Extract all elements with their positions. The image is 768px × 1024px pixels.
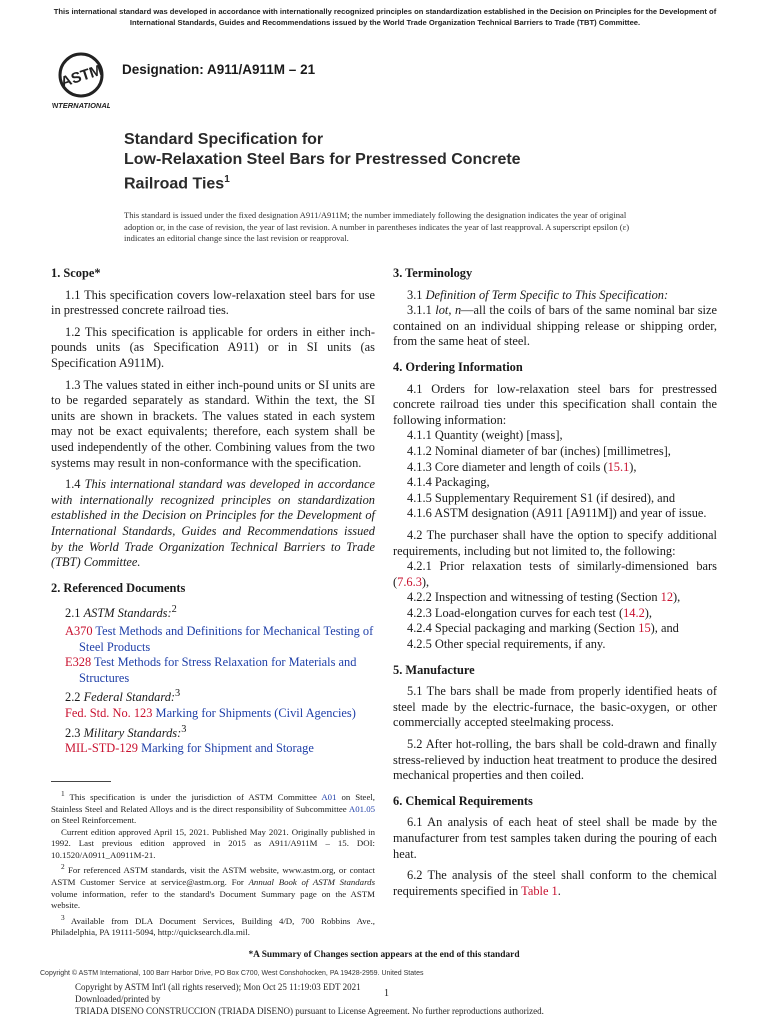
tbt-notice: This international standard was developed in accordance with internationally recognized principles on standardization established in the Decision on Principles for the Development of International Standards, Guides and Recommendations issued by the World Trade Organization Technical Barriers to Trade (TBT) Committee. xyxy=(53,7,717,27)
link-section-15[interactable]: 15 xyxy=(638,621,651,636)
para-3-1: 3.1 Definition of Term Specific to This Specification: xyxy=(407,287,669,302)
para-2-1: 2.1 ASTM Standards:$^2$ xyxy=(65,604,177,621)
ref-mil-std-129[interactable]: MIL-STD-129 Marking for Shipment and Storage xyxy=(65,741,314,756)
ref-fed-std-123[interactable]: Fed. Std. No. 123 Marking for Shipments (Civil Agencies) xyxy=(65,706,356,721)
para-4-2-5: 4.2.5 Other special requirements, if any. xyxy=(407,637,606,652)
designation: Designation: A911/A911M – 21 xyxy=(122,62,316,77)
ref-a370[interactable]: A370 Test Methods and Definitions for Mechanical Testing of Steel Products xyxy=(65,624,374,654)
ordering-heading: 4. Ordering Information xyxy=(393,359,523,374)
title-footnote-mark: 1 xyxy=(224,174,230,185)
link-14-2[interactable]: 14.2 xyxy=(623,605,645,620)
title-line-3: Railroad Ties xyxy=(124,175,225,193)
para-4-1-6: 4.1.6 ASTM designation (A911 [A911M]) and year of issue. xyxy=(407,506,707,521)
standard-abstract: This standard is issued under the fixed designation A911/A911M; the number immediately following the designation indicates the year of original adoption or, in the case of revision, the year of last revision. A number in parentheses indicates the year of last reapproval. A superscript epsilon (ε) indicates an editorial change since the last revision or reapproval. xyxy=(124,210,630,244)
para-4-1-1: 4.1.1 Quantity (weight) [mass], xyxy=(407,428,563,443)
footnotes xyxy=(51,788,375,939)
svg-text:INTERNATIONAL: INTERNATIONAL xyxy=(52,101,110,110)
para-1-2: 1.2 This specification is applicable for orders in either inch-pounds units (as Specification A911) or in SI units (as Specification A911M). xyxy=(51,324,375,370)
title-line-2: Low-Relaxation Steel Bars for Prestressed Concrete xyxy=(124,151,521,168)
download-line-2: Downloaded/printed by xyxy=(75,994,161,1005)
para-4-1: 4.1 Orders for low-relaxation steel bars for prestressed concrete railroad ties under this specification shall contain the following information: xyxy=(393,381,717,427)
para-4-2-4: 4.2.4 Special packaging and marking (Section 15), and xyxy=(407,621,679,636)
link-7-6-3[interactable]: 7.6.3 xyxy=(397,574,422,589)
para-4-1-3: 4.1.3 Core diameter and length of coils (15.1), xyxy=(407,459,637,474)
para-6-2: 6.2 The analysis of the steel shall conform to the chemical requirements specified in Table 1. xyxy=(393,868,717,898)
para-4-1-4: 4.1.4 Packaging, xyxy=(407,475,490,490)
para-1-1: 1.1 This specification covers low-relaxation steel bars for use in prestressed concrete railroad ties. xyxy=(51,287,375,318)
para-4-2-1: 4.2.1 Prior relaxation tests of similarly-dimensioned bars (7.6.3), xyxy=(393,559,717,589)
ref-e328[interactable]: E328 Test Methods for Stress Relaxation for Materials and Structures xyxy=(65,655,357,685)
title-line-1: Standard Specification for xyxy=(124,131,324,148)
download-line-1: Copyright by ASTM Int'l (all rights reserved); Mon Oct 25 11:19:03 EDT 2021 xyxy=(75,982,361,992)
chemical-heading: 6. Chemical Requirements xyxy=(393,793,533,808)
para-4-2-2: 4.2.2 Inspection and witnessing of testing (Section 12), xyxy=(407,590,681,605)
para-4-1-5: 4.1.5 Supplementary Requirement S1 (if desired), and xyxy=(407,490,676,505)
svg-text:ASTM: ASTM xyxy=(58,61,105,92)
footnote-rule xyxy=(51,781,111,782)
link-15-1[interactable]: 15.1 xyxy=(607,459,630,474)
para-2-3: 2.3 Military Standards:$^3$ xyxy=(65,723,187,740)
footnote-current-edition: Current edition approved April 15, 2021. Published May 2021. Originally published in 1992. Last previous edition approved in 2015 as A911/A911M – 15. DOI: 10.1520/A0911_A0911M-21. xyxy=(51,826,375,860)
scope-heading: 1. Scope* xyxy=(51,266,101,280)
para-1-4: 1.4 This international standard was developed in accordance with internationally recognized principles on standardization established in the Decision on Principles for the Development of International Standards, Guides and Recommendations issued by the World Trade Organization Technical Barriers to Trade (TBT) Committee. xyxy=(51,477,375,570)
footnote-2: $^2$ For referenced ASTM standards, visit the ASTM website, www.astm.org, or contact ASTM Customer Service at service@astm.org. For Annual Book of ASTM Standards volume information, refer to the standard's Document Summary page on the ASTM website. xyxy=(51,862,375,911)
para-6-1: 6.1 An analysis of each heat of steel shall be made by the manufacturer from test samples taken during the pouring of each heat. xyxy=(393,815,717,861)
footnote-3: $^3$ Available from DLA Document Services, Building 4/D, 700 Robbins Ave., Philadelphia, PA 19111-5094, http://quicksearch.dla.mil. xyxy=(51,912,375,938)
para-4-1-2: 4.1.2 Nominal diameter of bar (inches) [millimetres], xyxy=(407,443,671,458)
link-a0105[interactable]: A01.05 xyxy=(348,803,376,814)
para-3-1-1: 3.1.1 lot, n—all the coils of bars of the same nominal bar size contained on an individual shipping release or shipping order, from the same heat of steel. xyxy=(393,303,717,349)
para-4-2-3: 4.2.3 Load-elongation curves for each test (14.2), xyxy=(407,605,652,620)
summary-note: *A Summary of Changes section appears at the end of this standard xyxy=(248,950,520,960)
terminology-heading: 3. Terminology xyxy=(393,266,473,280)
manufacture-heading: 5. Manufacture xyxy=(393,662,475,677)
download-info xyxy=(75,981,544,1018)
para-1-3: 1.3 The values stated in either inch-pound units or SI units are to be regarded separately as standard. Within the text, the SI units are shown in brackets. The values stated in each system may not be exact equivalents; therefore, each system shall be used independently of the other. Combining values from the two systems may result in non-conformance with the specification. xyxy=(51,377,375,470)
para-2-2: 2.2 Federal Standard:$^3$ xyxy=(65,688,181,705)
page-number: 1 xyxy=(384,988,389,999)
para-4-2: 4.2 The purchaser shall have the option to specify additional requirements, including but not limited to, the following: xyxy=(393,527,717,558)
link-section-12[interactable]: 12 xyxy=(660,590,674,605)
download-line-3: TRIADA DISENO CONSTRUCCION (TRIADA DISENO) pursuant to License Agreement. No further reproductions authorized. xyxy=(75,1006,544,1017)
left-column xyxy=(51,266,375,939)
document-title xyxy=(124,130,521,194)
footnote-1: $^1$ This specification is under the jurisdiction of ASTM Committee A01 on Steel, Stainless Steel and Related Alloys and is the direct responsibility of Subcommittee A01.05 on Steel Reinforcement. xyxy=(51,789,376,826)
link-table-1[interactable]: Table 1 xyxy=(521,883,558,898)
para-5-1: 5.1 The bars shall be made from properly identified heats of steel made by the electric-furnace, the basic-oxygen, or other commercially accepted steelmaking process. xyxy=(393,684,717,730)
astm-logo xyxy=(52,50,110,112)
copyright-line: Copyright © ASTM International, 100 Barr Harbor Drive, PO Box C700, West Conshohocken, PA 19428-2959. United States xyxy=(40,970,424,977)
para-5-2: 5.2 After hot-rolling, the bars shall be cold-drawn and finally stress-relieved by induction heat treatment to produce the desired mechanical properties and then coiled. xyxy=(393,737,717,783)
link-a01[interactable]: A01 xyxy=(321,791,337,802)
right-column xyxy=(393,266,717,905)
refdocs-heading: 2. Referenced Documents xyxy=(51,580,186,595)
